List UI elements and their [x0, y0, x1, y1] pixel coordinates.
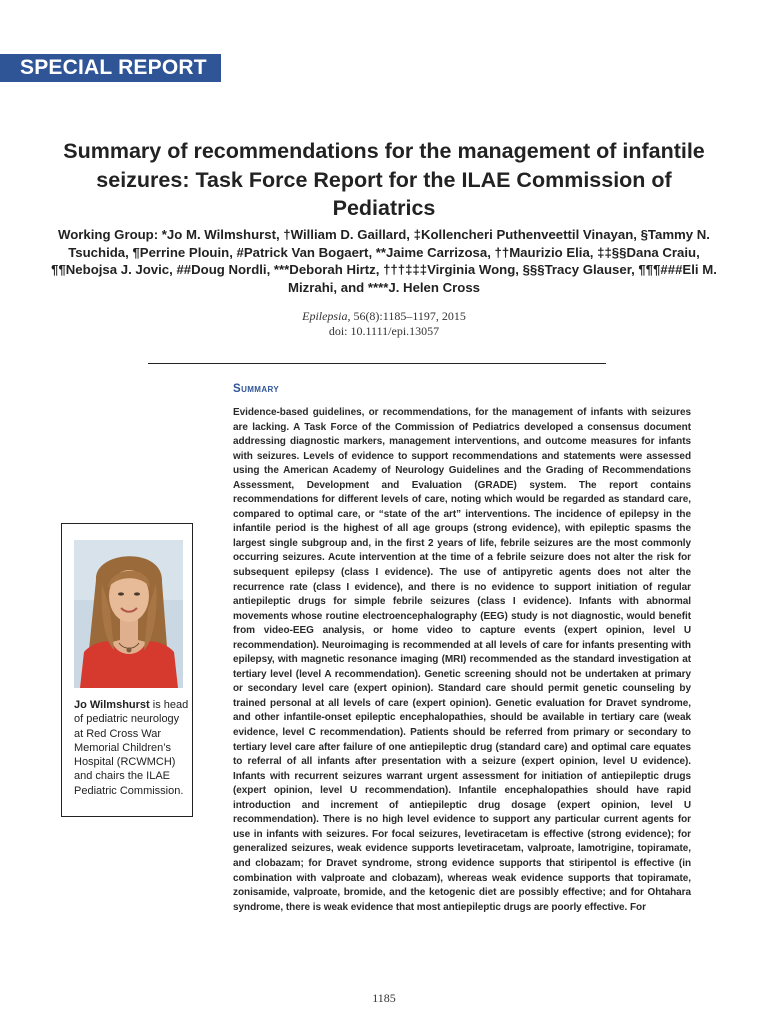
author-photo	[74, 540, 183, 688]
volume-pages: , 56(8):1185–1197, 2015	[347, 309, 466, 323]
summary-text: Evidence-based guidelines, or recommendations, for the management of infants with seizures are lacking. A Task Force of the Commission of Pediatrics developed a consensus document addressing diagnostic markers, management interventions, and outcome measures for infants with seizures. Levels of evidence to support recommendations and statements were assessed using the American Academy of Neurology Guidelines and the Grading of Recommendations Assessment, Development and Evaluation (GRADE) system. The report contains recommendations for different levels of care, noting which would be regarded as standard care, compared to optimal care, or “state of the art” interventions. The incidence of epilepsy in the infantile period is the highest of all age groups (strong evidence), with epileptic spasms the largest single subgroup and, in the first 2 years of life, febrile seizures are the most commonly occurring seizures. Acute intervention at the time of a febrile seizure does not alter the risk for subsequent epilepsy (class I evidence). The use of antipyretic agents does not alter the recurrence rate (class I evidence), and there is no evidence to support initiation of regular antiepileptic drugs for simple febrile seizures (class I evidence). Infants with abnormal movements whose routine electroencephalography (EEG) study is not diagnostic, would benefit from video-EEG analysis, or home video to capture events (expert opinion, level U recommendation). Neuroimaging is recommended at all levels of care for infants presenting with epilepsy, with magnetic resonance imaging (MRI) recommended as the standard investigation at tertiary level (level A recommendation). Genetic screening should not be undertaken at primary or secondary level care (expert opinion). Standard care should permit genetic counseling by trained personal at all levels of care (expert opinion). Genetic evaluation for Dravet syndrome, and other infantile-onset epileptic encephalopathies, should be available in tertiary care (weak evidence, level C recommendation). Patients should be referred from primary or secondary to tertiary level care after failure of one antiepileptic drug (standard care) and optimal care equates to referral of all infants after presentation with a seizure (expert opinion, level U evidence). Infants with recurrent seizures warrant urgent assessment for initiation of antiepileptic drugs (expert opinion, level U recommendation). Infantile encephalopathies should have rapid introduction and increment of antiepileptic drug dosage (expert opinion, level U recommendation). There is no high level evidence to support any particular current agents for use in infants with seizures. For focal seizures, levetiracetam is effective (strong evidence); for generalized seizures, weak evidence supports levetiracetam, valproate, lamotrigine, topiramate, and clobazam; for Dravet syndrome, strong evidence supports that stiripentol is effective (in combination with valproate and clobazam), whereas weak evidence supports that topiramate, zonisamide, valproate, bromide, and the ketogenic diet are possibly effective; and for Ohtahara syndrome, there is weak evidence that most antiepileptic drugs are poorly effective. For	[233, 407, 691, 913]
page-number: 1185	[372, 991, 396, 1005]
journal-reference	[0, 309, 768, 324]
doi[interactable]: doi: 10.1111/epi.13057	[328, 324, 440, 338]
summary-heading: Summary	[233, 383, 280, 395]
special-report-banner: SPECIAL REPORT	[0, 54, 221, 82]
article-title: Summary of recommendations for the management of infantile seizures: Task Force Report for the ILAE Commission of Pediatrics	[63, 139, 705, 220]
author-bio-box	[61, 523, 193, 817]
journal-name: Epilepsia	[302, 309, 348, 323]
section-divider	[148, 363, 606, 364]
bio-name: Jo Wilmshurst	[74, 699, 150, 711]
author-bio	[74, 698, 190, 798]
author-list: Working Group: *Jo M. Wilmshurst, †William D. Gaillard, ‡Kollencheri Puthenveettil Vinayan, §Tammy N. Tsuchida, ¶Perrine Plouin, #Patrick Van Bogaert, **Jaime Carrizosa, ††Maurizio Elia, ‡‡§§Dana Craiu, ¶¶Nebojsa J. Jovic, ##Doug Nordli, ***Deborah Hirtz, †††‡‡‡Virginia Wong, §§§Tracy Glauser, ¶¶¶###Eli M. Mizrahi, and ****J. Helen Cross	[51, 227, 717, 295]
bio-description: is head of pediatric neurology at Red Cross War Memorial Children’s Hospital (RCWMCH) and chairs the ILAE Pediatric Commission.	[74, 699, 189, 797]
citation	[0, 309, 768, 339]
